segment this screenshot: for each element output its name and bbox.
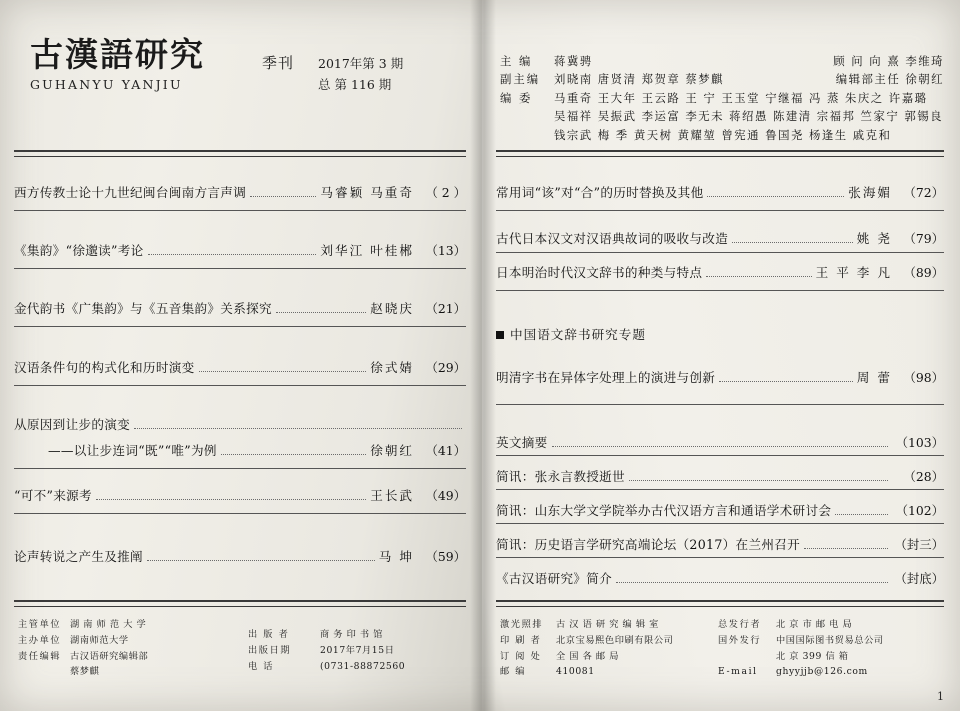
toc-page: （79） — [903, 231, 944, 246]
colophon-key: 出版日期 — [248, 644, 292, 656]
colophon-key: 电 话 — [248, 660, 275, 672]
colophon-value: 2017年7月15日 — [320, 644, 395, 656]
toc-title: 常用词“该”对“合”的历时替换及其他 — [496, 185, 704, 200]
issue-line-1: 2017年第 3 期 — [318, 56, 404, 71]
colophon-value: 蔡梦麒 — [70, 666, 100, 678]
masthead-rule-bottom — [14, 156, 466, 157]
toc-title: 简讯：山东大学文学院举办古代汉语方言和通语学术研讨会 — [496, 503, 832, 518]
toc-page: （89） — [903, 265, 944, 280]
board-names: 吴福祥 吴振武 李运富 李无未 蒋绍愚 陈建清 宗福邦 竺家宁 郭锡良 — [554, 109, 944, 124]
colophon-value: 古 汉 语 研 究 编 辑 室 — [556, 619, 659, 630]
toc-author: 王长武 — [370, 488, 414, 503]
board-names: 马重奇 王大年 王云路 王 宁 王玉堂 宁继福 冯 蒸 朱庆之 许嘉璐 — [554, 90, 928, 105]
board-row-chief-editor — [500, 52, 944, 70]
colophon-row — [248, 659, 463, 675]
leader-dots — [148, 253, 317, 255]
notice-entry-3[interactable] — [496, 500, 944, 519]
leader-dots — [134, 427, 462, 429]
colophon-left-right-column — [248, 627, 463, 674]
toc-entry-6[interactable] — [14, 485, 466, 504]
colophon-row — [18, 633, 228, 649]
board-label: 副主编 — [500, 72, 541, 87]
leader-dots — [276, 311, 366, 313]
notice-entry-2[interactable] — [496, 466, 944, 485]
colophon-rule-top-right — [496, 600, 944, 602]
colophon-value: 410081 — [556, 666, 595, 678]
toc-page: （封底） — [894, 571, 944, 586]
section-heading-label: 中国语文辞书研究专题 — [510, 327, 646, 342]
board-row-members-1 — [500, 89, 944, 107]
masthead — [30, 36, 230, 92]
board-row-members-2 — [500, 107, 944, 125]
colophon-key: 订 阅 处 — [500, 650, 542, 662]
colophon-key: 印 刷 者 — [500, 634, 542, 646]
toc-separator-r3 — [496, 290, 944, 291]
colophon-row — [500, 633, 715, 649]
notice-separator-1 — [496, 455, 944, 456]
board-names: 蒋冀骋 — [554, 54, 593, 68]
notice-entry-5[interactable] — [496, 568, 944, 587]
colophon-row — [718, 664, 944, 680]
toc-author: 徐式婧 — [370, 360, 414, 375]
toc-page: （49） — [425, 488, 466, 503]
toc-author: 马睿颖 马重奇 — [320, 185, 414, 200]
toc-page: （98） — [903, 370, 944, 385]
toc-title: 明清字书在异体字处理上的演进与创新 — [496, 370, 716, 385]
colophon-right-left-column — [500, 617, 715, 680]
board-row-members-3 — [500, 126, 944, 144]
leader-dots — [804, 547, 888, 549]
toc-separator-3 — [14, 326, 466, 327]
toc-page: （ 2 ） — [425, 185, 466, 200]
toc-author: 徐朝红 — [370, 443, 414, 458]
colophon-rule-bottom-right — [496, 606, 944, 607]
toc-title: 古代日本汉文对汉语典故词的吸收与改造 — [496, 231, 729, 246]
leader-dots — [199, 370, 367, 372]
editorial-board — [500, 52, 944, 144]
toc-separator-4 — [14, 385, 466, 386]
toc-title: 论声转说之产生及推阐 — [14, 549, 143, 564]
colophon-value: 湖 南 师 范 大 学 — [70, 619, 147, 630]
colophon-row — [718, 633, 944, 649]
colophon-key: 出 版 者 — [248, 629, 290, 640]
toc-title: 金代韵书《广集韵》与《五音集韵》关系探究 — [14, 301, 272, 316]
toc-author: 马 坤 — [378, 549, 414, 564]
toc-entry-3[interactable] — [14, 298, 466, 317]
toc-entry-2[interactable] — [14, 240, 466, 259]
masthead-rule-top — [14, 150, 466, 152]
colophon-row — [18, 649, 228, 665]
colophon-rule-top-left — [14, 600, 466, 602]
toc-separator-r2 — [496, 252, 944, 253]
toc-page: （13） — [425, 243, 466, 258]
leader-dots — [96, 498, 366, 500]
toc-author: 王 平 李 凡 — [815, 265, 892, 280]
board-label: 编 委 — [500, 90, 533, 105]
toc-page: （封三） — [894, 537, 944, 552]
leader-dots — [616, 581, 888, 583]
square-bullet-icon — [496, 331, 504, 339]
journal-frequency: 季刊 — [262, 54, 295, 72]
toc-separator-2 — [14, 268, 466, 269]
toc-title: 汉语条件句的构式化和历时演变 — [14, 360, 195, 375]
colophon-value: 北 京 399 信 箱 — [776, 650, 849, 662]
colophon-key-email: E-mail — [718, 666, 758, 678]
toc-page: （41） — [425, 443, 466, 458]
toc-entry-r1[interactable] — [496, 182, 944, 201]
colophon-value: 北 京 市 邮 电 局 — [776, 619, 853, 630]
issue-line-2: 总 第 116 期 — [318, 76, 392, 92]
colophon-key: 责任编辑 — [18, 650, 62, 662]
toc-subtitle: ——以让步连词“既”“唯”为例 — [48, 443, 217, 458]
board-advisors: 顾 问 向 熹 李维琦 — [833, 54, 944, 68]
toc-author: 赵晓庆 — [370, 301, 414, 316]
colophon-key: 邮 编 — [500, 666, 527, 678]
board-row-deputy-editor — [500, 70, 944, 88]
colophon-row — [248, 627, 463, 643]
toc-page: （102） — [895, 503, 944, 518]
page-number: 1 — [937, 690, 944, 703]
colophon-key: 总发行者 — [718, 619, 762, 630]
colophon-key — [18, 664, 70, 680]
colophon-key: 主办单位 — [18, 634, 62, 646]
colophon-value: 古汉语研究编辑部 — [70, 650, 149, 662]
notice-separator-3 — [496, 523, 944, 524]
colophon-row — [18, 617, 228, 633]
leader-dots — [250, 195, 316, 197]
colophon-left-column — [18, 617, 228, 680]
colophon-row — [500, 617, 715, 633]
colophon-row — [248, 643, 463, 659]
board-label — [500, 126, 554, 144]
toc-page: （28） — [903, 469, 944, 484]
toc-page: （59） — [425, 549, 466, 564]
notice-entry-4[interactable] — [496, 534, 944, 553]
toc-separator-r4 — [496, 404, 944, 405]
leader-dots — [221, 453, 366, 455]
leader-dots — [147, 559, 375, 561]
leader-dots — [707, 195, 844, 197]
board-names: 刘晓南 唐贤清 郑贺章 蔡梦麒 — [554, 72, 725, 87]
toc-title: 简讯：张永言教授逝世 — [496, 469, 625, 484]
toc-author: 姚 尧 — [856, 231, 892, 246]
leader-dots — [629, 479, 888, 481]
colophon-value: 商 务 印 书 馆 — [320, 629, 384, 640]
toc-title: 《古汉语研究》简介 — [496, 571, 613, 586]
toc-page: （21） — [425, 301, 466, 316]
colophon-row — [500, 649, 715, 665]
leader-dots — [719, 380, 853, 382]
board-office-director: 编辑部主任 徐朝红 — [835, 72, 944, 87]
notice-separator-2 — [496, 489, 944, 490]
board-label — [500, 107, 554, 125]
toc-title: “可不”来源考 — [14, 488, 92, 503]
journal-title-pinyin: GUHANYU YANJIU — [30, 76, 183, 92]
colophon-value: 湖南师范大学 — [70, 634, 129, 646]
toc-title: 西方传教士论十九世纪闽台闽南方言声调 — [14, 185, 247, 200]
toc-title: 日本明治时代汉文辞书的种类与特点 — [496, 265, 703, 280]
toc-title: 简讯：历史语言学研究高端论坛（2017）在兰州召开 — [496, 537, 801, 552]
toc-separator-6 — [14, 513, 466, 514]
colophon-value: (0731-88872560 — [320, 660, 406, 672]
colophon-key — [718, 649, 776, 665]
colophon-key: 国外发行 — [718, 634, 762, 646]
section-heading-dictionary-studies — [496, 324, 646, 343]
toc-entry-4[interactable] — [14, 357, 466, 376]
leader-dots — [835, 513, 888, 515]
colophon-value: 中国国际图书贸易总公司 — [776, 634, 884, 646]
leader-dots — [552, 445, 888, 447]
toc-entry-r4[interactable] — [496, 367, 944, 386]
journal-issue — [318, 54, 403, 95]
toc-entry-5[interactable] — [14, 414, 466, 433]
colophon-row — [18, 664, 228, 680]
colophon-rule-bottom-left — [14, 606, 466, 607]
toc-separator-r1 — [496, 210, 944, 211]
board-rule-top — [496, 150, 944, 152]
board-label: 主 编 — [500, 54, 533, 68]
toc-title: 《集韵》“徐邈读”考论 — [14, 243, 144, 258]
board-names: 钱宗武 梅 季 黄天树 黄耀堃 曾宪通 鲁国尧 杨逢生 戚克和 — [554, 127, 892, 142]
toc-author: 周 蕾 — [856, 370, 892, 385]
colophon-row — [718, 649, 944, 665]
toc-page: （72） — [903, 185, 944, 200]
toc-entry-r3[interactable] — [496, 262, 944, 281]
leader-dots — [732, 241, 853, 243]
colophon-row — [500, 664, 715, 680]
toc-entry-1[interactable] — [14, 182, 466, 201]
toc-entry-5-subtitle-row[interactable] — [14, 440, 466, 459]
journal-title-cn: 古漢語研究 — [30, 35, 205, 74]
colophon-value-email: ghyyjjb@126.com — [776, 666, 868, 678]
colophon-key: 主管单位 — [18, 619, 62, 630]
toc-page: （103） — [895, 435, 944, 450]
toc-separator-5 — [14, 468, 466, 469]
colophon-right-right-column — [718, 617, 944, 680]
toc-entry-r2[interactable] — [496, 228, 944, 247]
toc-page: （29） — [425, 360, 466, 375]
notice-separator-4 — [496, 557, 944, 558]
toc-separator-1 — [14, 210, 466, 211]
toc-title: 从原因到让步的演变 — [14, 417, 131, 432]
toc-author: 刘华江 叶桂郴 — [320, 243, 414, 258]
toc-title: 英文摘要 — [496, 435, 548, 450]
notice-entry-1[interactable] — [496, 432, 944, 451]
colophon-value: 北京宝易熙色印刷有限公司 — [556, 634, 674, 646]
colophon-row — [718, 617, 944, 633]
leader-dots — [706, 275, 811, 277]
colophon-value: 全 国 各 邮 局 — [556, 650, 620, 662]
toc-entry-7[interactable] — [14, 546, 466, 565]
board-rule-bottom — [496, 156, 944, 157]
toc-author: 张海媚 — [848, 185, 892, 200]
colophon-key: 激光照排 — [500, 619, 544, 630]
